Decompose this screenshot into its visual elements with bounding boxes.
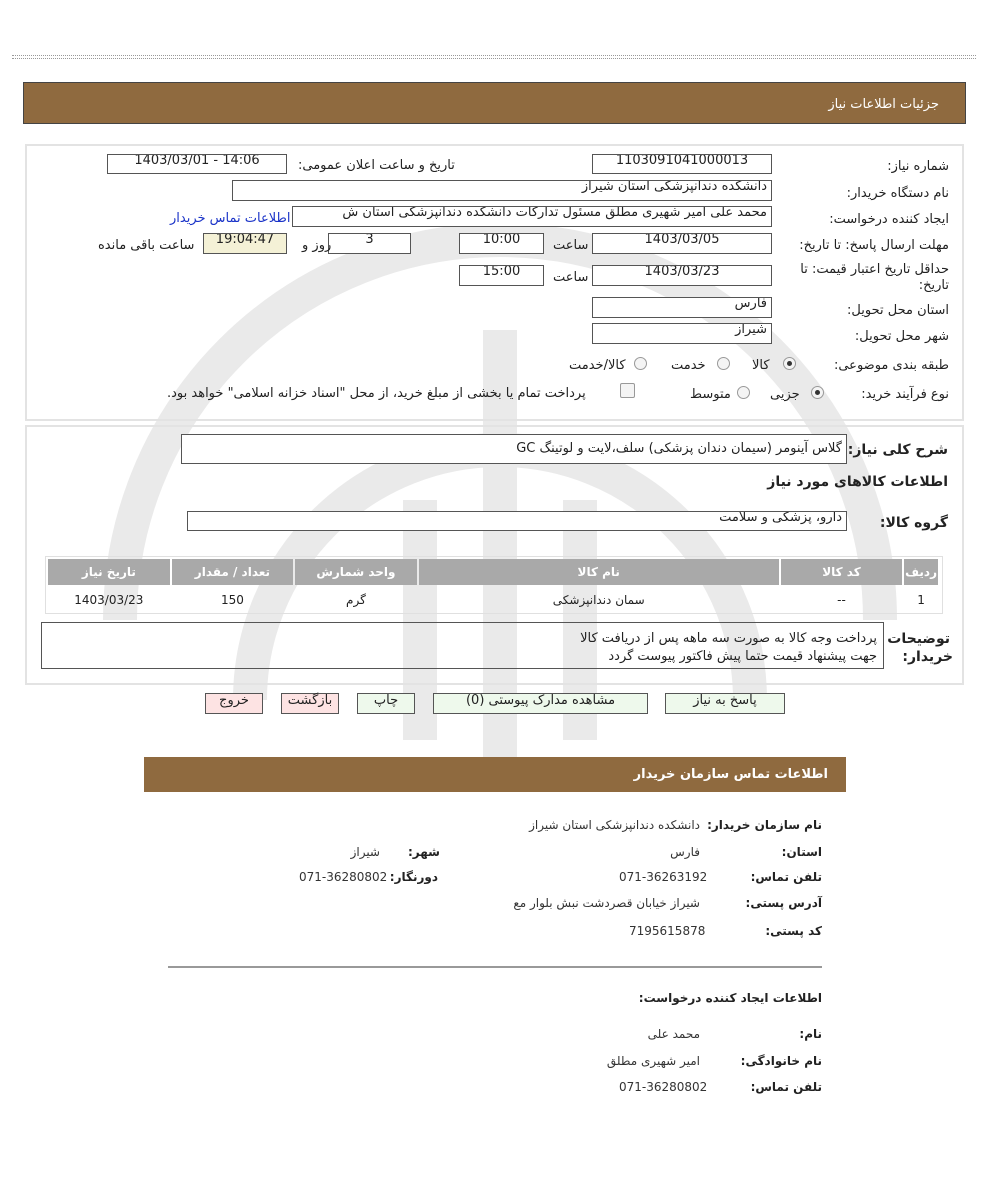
remaining-label: ساعت باقی مانده — [98, 238, 195, 253]
buyer-contact-link[interactable]: اطلاعات تماس خریدار — [170, 211, 291, 226]
notes-label-2: خریدار: — [902, 649, 953, 665]
days-label: روز و — [302, 238, 332, 253]
contact-postal-value: 7195615878 — [629, 924, 706, 938]
notes-label-1: توضیحات — [887, 631, 950, 647]
goods-group-label: گروه کالا: — [879, 515, 948, 531]
city-field: شیراز — [592, 323, 772, 344]
deadline-time-label: ساعت — [553, 238, 589, 253]
buyer-org-label: نام دستگاه خریدار: — [846, 186, 949, 201]
contact-city-value: شیراز — [350, 845, 380, 859]
purchase-option-minor: جزیی — [770, 387, 800, 402]
creator-family-label: نام خانوادگی: — [740, 1054, 822, 1068]
table-row — [48, 587, 938, 613]
announce-label: تاریخ و ساعت اعلان عمومی: — [298, 158, 455, 173]
creator-phone-value: 071-36280802 — [619, 1080, 708, 1094]
summary-label: شرح کلی نیاز: — [847, 442, 948, 458]
deadline-time-field: 10:00 — [459, 233, 544, 254]
purchase-option-medium: متوسط — [690, 387, 731, 402]
contact-fax-value: 071-36280802 — [299, 870, 388, 884]
contact-province-label: استان: — [781, 845, 822, 859]
category-option-both: کالا/خدمت — [569, 358, 626, 373]
need-number-label: شماره نیاز: — [887, 159, 949, 174]
deadline-label: مهلت ارسال پاسخ: تا تاریخ: — [799, 238, 949, 253]
treasury-checkbox[interactable] — [620, 383, 635, 398]
category-option-goods: کالا — [752, 358, 770, 373]
page-header — [23, 82, 966, 124]
cell-qty: 150 — [220, 593, 244, 607]
province-label: استان محل تحویل: — [847, 303, 949, 318]
notes-line-2: جهت پیشنهاد قیمت حتما پیش فاکتور پیوست گردد — [608, 649, 877, 664]
contact-address-label: آدرس پستی: — [745, 896, 822, 910]
province-field: فارس — [592, 297, 772, 318]
validity-time-label: ساعت — [553, 270, 589, 285]
creator-label: ایجاد کننده درخواست: — [829, 212, 949, 227]
treasury-note: پرداخت تمام یا بخشی از مبلغ خرید، از محل "اسناد خزانه اسلامی" خواهد بود. — [167, 386, 586, 401]
contact-section-header — [144, 757, 846, 792]
col-row: ردیف — [904, 559, 938, 585]
goods-group-field: دارو، پزشکی و سلامت — [187, 511, 847, 531]
contact-section-title: اطلاعات تماس سازمان خریدار — [633, 767, 828, 782]
contact-divider — [168, 966, 822, 968]
cell-date: 1403/03/23 — [74, 593, 144, 607]
col-code: کد کالا — [781, 559, 902, 585]
contact-phone-label: تلفن تماس: — [750, 870, 822, 884]
creator-phone-label: تلفن تماس: — [750, 1080, 822, 1094]
category-label: طبقه بندی موضوعی: — [833, 358, 949, 373]
contact-phone-value: 071-36263192 — [619, 870, 708, 884]
view-docs-button[interactable]: مشاهده مدارک پیوستی (0) — [433, 693, 648, 714]
contact-org-value: دانشکده دندانپزشکی استان شیراز — [529, 818, 700, 832]
category-radio-goods[interactable] — [783, 357, 796, 370]
cell-code: -- — [837, 593, 846, 607]
print-button[interactable]: چاپ — [357, 693, 415, 714]
contact-city-label: شهر: — [408, 845, 440, 859]
summary-field: گلاس آینومر (سیمان دندان پزشکی) سلف،لایت و لوتینگ GC — [181, 434, 847, 464]
exit-button[interactable]: خروج — [205, 693, 263, 714]
city-label: شهر محل تحویل: — [854, 329, 949, 344]
deadline-date-field: 1403/03/05 — [592, 233, 772, 254]
category-radio-both[interactable] — [634, 357, 647, 370]
top-divider — [12, 55, 976, 59]
purchase-radio-minor[interactable] — [811, 386, 824, 399]
contact-province-value: فارس — [670, 845, 700, 859]
validity-time-field: 15:00 — [459, 265, 544, 286]
validity-date-field: 1403/03/23 — [592, 265, 772, 286]
goods-table — [46, 557, 940, 615]
contact-org-label: نام سازمان خریدار: — [707, 818, 822, 832]
contact-fax-label: دورنگار: — [389, 870, 438, 884]
creator-family-value: امیر شهیری مطلق — [606, 1054, 700, 1068]
category-option-service: خدمت — [671, 358, 706, 373]
remaining-time-field: 19:04:47 — [203, 233, 287, 254]
col-date: تاریخ نیاز — [48, 559, 170, 585]
creator-info-title: اطلاعات ایجاد کننده درخواست: — [638, 991, 822, 1005]
creator-field: محمد علی امیر شهیری مطلق مسئول تدارکات دانشکده دندانپزشکی استان ش — [292, 206, 772, 227]
col-unit: واحد شمارش — [295, 559, 417, 585]
cell-unit: گرم — [346, 593, 366, 607]
back-button[interactable]: بازگشت — [281, 693, 339, 714]
announce-field: 1403/03/01 - 14:06 — [107, 154, 287, 174]
cell-name: سمان دندانپزشکی — [552, 593, 645, 607]
reply-button[interactable]: پاسخ به نیاز — [665, 693, 785, 714]
col-name: نام کالا — [419, 559, 779, 585]
contact-postal-label: کد پستی: — [765, 924, 822, 938]
purchase-type-label: نوع فرآیند خرید: — [861, 387, 949, 402]
days-field: 3 — [328, 233, 411, 254]
purchase-radio-medium[interactable] — [737, 386, 750, 399]
notes-box — [41, 622, 884, 669]
col-qty: تعداد / مقدار — [172, 559, 293, 585]
validity-label: حداقل تاریخ اعتبار قیمت: تا تاریخ: — [800, 262, 949, 293]
goods-section-title: اطلاعات کالاهای مورد نیاز — [767, 474, 948, 490]
buyer-org-field: دانشکده دندانپزشکی استان شیراز — [232, 180, 772, 201]
need-number-field: 1103091041000013 — [592, 154, 772, 174]
cell-row: 1 — [917, 593, 925, 607]
page-title: جزئیات اطلاعات نیاز — [828, 97, 939, 112]
creator-name-label: نام: — [799, 1027, 822, 1041]
notes-line-1: پرداخت وجه کالا به صورت سه ماهه پس از دریافت کالا — [580, 631, 877, 646]
contact-address-value: شیراز خیابان قصردشت نبش بلوار مع — [513, 896, 700, 910]
category-radio-service[interactable] — [717, 357, 730, 370]
creator-name-value: محمد علی — [647, 1027, 700, 1041]
